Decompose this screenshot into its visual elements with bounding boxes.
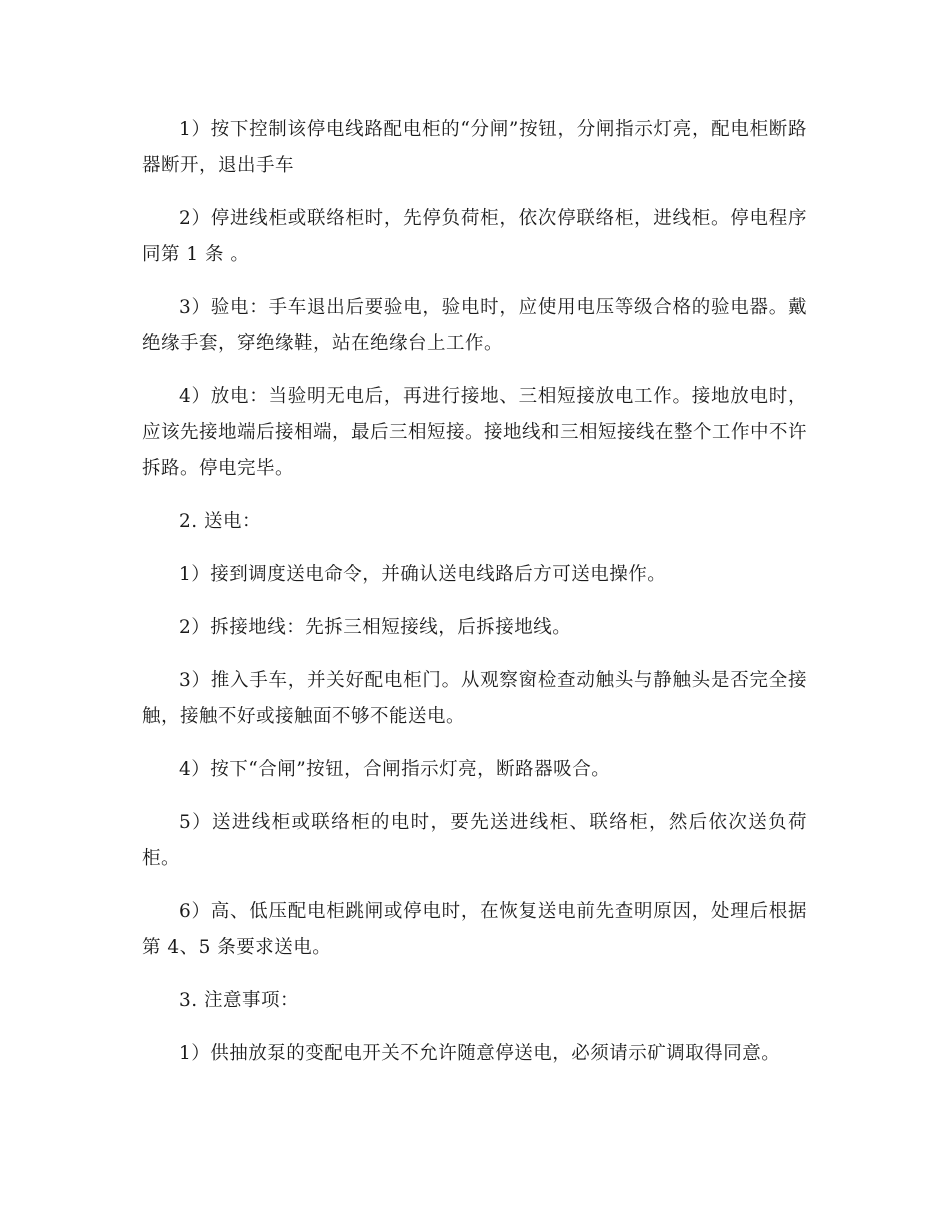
paragraph-step-3-verify-voltage: 3）验电：手车退出后要验电，验电时，应使用电压等级合格的验电器。戴绝缘手套，穿绝缘鞋，站在绝缘台上工作。 <box>142 297 807 354</box>
paragraph-step-4-discharge: 4）放电：当验明无电后，再进行接地、三相短接放电工作。接地放电时，应该先接地端后接相端，最后三相短接。接地线和三相短接线在整个工作中不许拆路。停电完毕。 <box>142 386 808 479</box>
paragraph-step-2-stop-order: 2）停进线柜或联络柜时，先停负荷柜，依次停联络柜，进线柜。停电程序同第 1 条 。 <box>142 208 807 265</box>
paragraph-precaution-1: 1）供抽放泵的变配电开关不允许随意停送电，必须请示矿调取得同意。 <box>179 1043 781 1064</box>
paragraph-power-on-step-3: 3）推入手车，并关好配电柜门。从观察窗检查动触头与静触头是否完全接触，接触不好或接触面不够不能送电。 <box>142 670 807 727</box>
document-body <box>142 112 807 1089</box>
paragraph-power-on-step-1: 1）接到调度送电命令，并确认送电线路后方可送电操作。 <box>179 564 667 585</box>
paragraph-power-on-step-2: 2）拆接地线：先拆三相短接线，后拆接地线。 <box>179 617 572 638</box>
paragraph-power-on-step-6: 6）高、低压配电柜跳闸或停电时，在恢复送电前先查明原因，处理后根据第 4、5 条要求送电。 <box>142 901 807 958</box>
section-heading-precautions: 3. 注意事项： <box>179 990 300 1011</box>
paragraph-power-on-step-5: 5）送进线柜或联络柜的电时，要先送进线柜、联络柜，然后依次送负荷柜。 <box>142 812 807 869</box>
section-heading-power-on: 2. 送电： <box>179 511 262 532</box>
paragraph-power-on-step-4: 4）按下“合闸”按钮，合闸指示灯亮，断路器吸合。 <box>179 759 611 780</box>
paragraph-step-1-open-breaker: 1）按下控制该停电线路配电柜的“分闸”按钮，分闸指示灯亮，配电柜断路器断开，退出手车 <box>142 119 807 176</box>
